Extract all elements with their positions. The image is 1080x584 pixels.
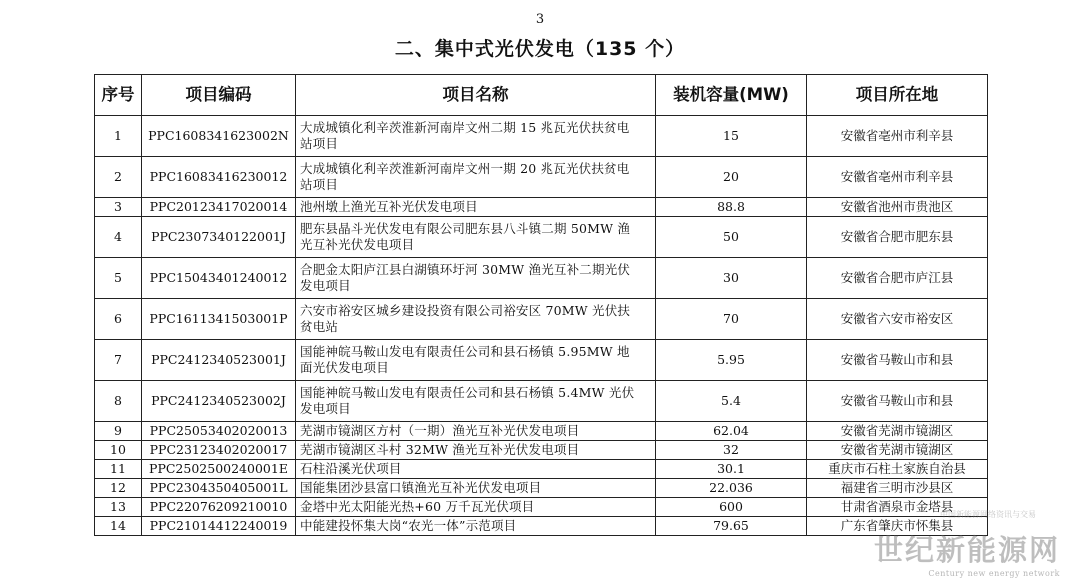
project-name-line: 大成城镇化利辛茨淮新河南岸文州一期 20 兆瓦光伏扶贫电 [300,161,630,176]
watermark-tagline: 中国新能源网络资讯与交易 [940,510,1036,519]
cell-code: PPC2412340523001J [142,340,296,381]
cell-location: 福建省三明市沙县区 [807,479,988,498]
cell-index: 10 [95,441,142,460]
cell-code: PPC2502500240001E [142,460,296,479]
table-row [95,381,988,422]
cell-capacity: 5.4 [656,381,807,422]
cell-index: 3 [95,198,142,217]
project-name-line: 合肥金太阳庐江县白湖镇环圩河 30MW 渔光互补二期光伏 [300,262,631,277]
project-name-line: 发电项目 [300,401,351,416]
cell-name [296,422,656,441]
table-row [95,258,988,299]
cell-location: 安徽省亳州市利辛县 [807,116,988,157]
cell-name [296,299,656,340]
cell-code: PPC25053402020013 [142,422,296,441]
table-row [95,157,988,198]
cell-capacity: 22.036 [656,479,807,498]
cell-capacity: 15 [656,116,807,157]
project-name-line: 站项目 [300,177,339,192]
cell-index: 14 [95,517,142,536]
header-location: 项目所在地 [807,75,988,116]
project-table [94,74,988,536]
table-row [95,422,988,441]
cell-code: PPC21014412240019 [142,517,296,536]
cell-location: 安徽省芜湖市镜湖区 [807,422,988,441]
project-name-line: 站项目 [300,136,339,151]
project-name-line: 国能神皖马鞍山发电有限责任公司和县石杨镇 5.95MW 地 [300,344,630,359]
cell-name [296,381,656,422]
cell-location: 广东省肇庆市怀集县 [807,517,988,536]
cell-capacity: 70 [656,299,807,340]
project-name-line: 发电项目 [300,278,351,293]
project-name-line: 贫电站 [300,319,339,334]
project-name-line: 光互补光伏发电项目 [300,237,415,252]
project-name-line: 国能集团沙县富口镇渔光互补光伏发电项目 [300,480,542,495]
cell-index: 6 [95,299,142,340]
cell-location: 安徽省池州市贵池区 [807,198,988,217]
cell-name [296,340,656,381]
cell-index: 8 [95,381,142,422]
project-name-line: 石柱沿溪光伏项目 [300,461,402,476]
project-name-line: 中能建投怀集大岗“农光一体”示范项目 [300,518,517,533]
table-row [95,479,988,498]
watermark-logo-text: 世纪新能源网 [873,533,1060,567]
table-row [95,340,988,381]
cell-location: 安徽省马鞍山市和县 [807,381,988,422]
cell-index: 9 [95,422,142,441]
project-name-line: 六安市裕安区城乡建设投资有限公司裕安区 70MW 光伏扶 [300,303,631,318]
project-name-line: 芜湖市镜湖区斗村 32MW 渔光互补光伏发电项目 [300,442,580,457]
cell-code: PPC23123402020017 [142,441,296,460]
cell-capacity: 5.95 [656,340,807,381]
project-name-line: 芜湖市镜湖区方村（一期）渔光互补光伏发电项目 [300,423,580,438]
cell-index: 11 [95,460,142,479]
cell-index: 5 [95,258,142,299]
cell-location: 安徽省芜湖市镜湖区 [807,441,988,460]
table-row [95,116,988,157]
cell-capacity: 30 [656,258,807,299]
cell-location: 重庆市石柱土家族自治县 [807,460,988,479]
cell-code: PPC2412340523002J [142,381,296,422]
page-number: 3 [535,12,545,27]
table-body [95,116,988,536]
cell-code: PPC20123417020014 [142,198,296,217]
table-row [95,498,988,517]
cell-location: 安徽省合肥市庐江县 [807,258,988,299]
cell-code: PPC15043401240012 [142,258,296,299]
cell-name [296,460,656,479]
cell-name [296,116,656,157]
cell-capacity: 50 [656,217,807,258]
cell-capacity: 79.65 [656,517,807,536]
cell-code: PPC2307340122001J [142,217,296,258]
cell-name [296,479,656,498]
project-name-line: 大成城镇化利辛茨淮新河南岸文州二期 15 兆瓦光伏扶贫电 [300,120,630,135]
cell-location: 安徽省马鞍山市和县 [807,340,988,381]
watermark-subtitle: Century new energy network [928,569,1060,578]
section-title: 二、集中式光伏发电（135 个） [394,38,686,60]
cell-index: 7 [95,340,142,381]
cell-code: PPC1608341623002N [142,116,296,157]
table-row [95,217,988,258]
cell-name [296,498,656,517]
cell-capacity: 88.8 [656,198,807,217]
table-row [95,517,988,536]
cell-code: PPC1611341503001P [142,299,296,340]
cell-name [296,258,656,299]
header-capacity: 装机容量(MW) [656,75,807,116]
cell-capacity: 30.1 [656,460,807,479]
watermark [874,528,1060,578]
project-name-line: 国能神皖马鞍山发电有限责任公司和县石杨镇 5.4MW 光伏 [300,385,635,400]
cell-code: PPC22076209210010 [142,498,296,517]
table-row [95,460,988,479]
cell-index: 4 [95,217,142,258]
cell-capacity: 62.04 [656,422,807,441]
cell-index: 13 [95,498,142,517]
project-name-line: 面光伏发电项目 [300,360,389,375]
header-code: 项目编码 [142,75,296,116]
cell-name [296,517,656,536]
project-name-line: 肥东县晶斗光伏发电有限公司肥东县八斗镇二期 50MW 渔 [300,221,631,236]
project-name-line: 金塔中光太阳能光热+60 万千瓦光伏项目 [300,499,535,514]
cell-location: 安徽省六安市裕安区 [807,299,988,340]
cell-index: 1 [95,116,142,157]
cell-code: PPC2304350405001L [142,479,296,498]
header-index: 序号 [95,75,142,116]
cell-name [296,157,656,198]
cell-code: PPC16083416230012 [142,157,296,198]
table-row [95,198,988,217]
header-name: 项目名称 [296,75,656,116]
cell-name [296,441,656,460]
cell-name [296,217,656,258]
table-row [95,299,988,340]
cell-location: 安徽省亳州市利辛县 [807,157,988,198]
project-name-line: 池州墩上渔光互补光伏发电项目 [300,199,478,214]
cell-name [296,198,656,217]
cell-index: 2 [95,157,142,198]
cell-capacity: 20 [656,157,807,198]
cell-capacity: 600 [656,498,807,517]
cell-location: 甘肃省酒泉市金塔县 [807,498,988,517]
table-row [95,441,988,460]
cell-capacity: 32 [656,441,807,460]
cell-location: 安徽省合肥市肥东县 [807,217,988,258]
cell-index: 12 [95,479,142,498]
table-header-row [95,75,988,116]
